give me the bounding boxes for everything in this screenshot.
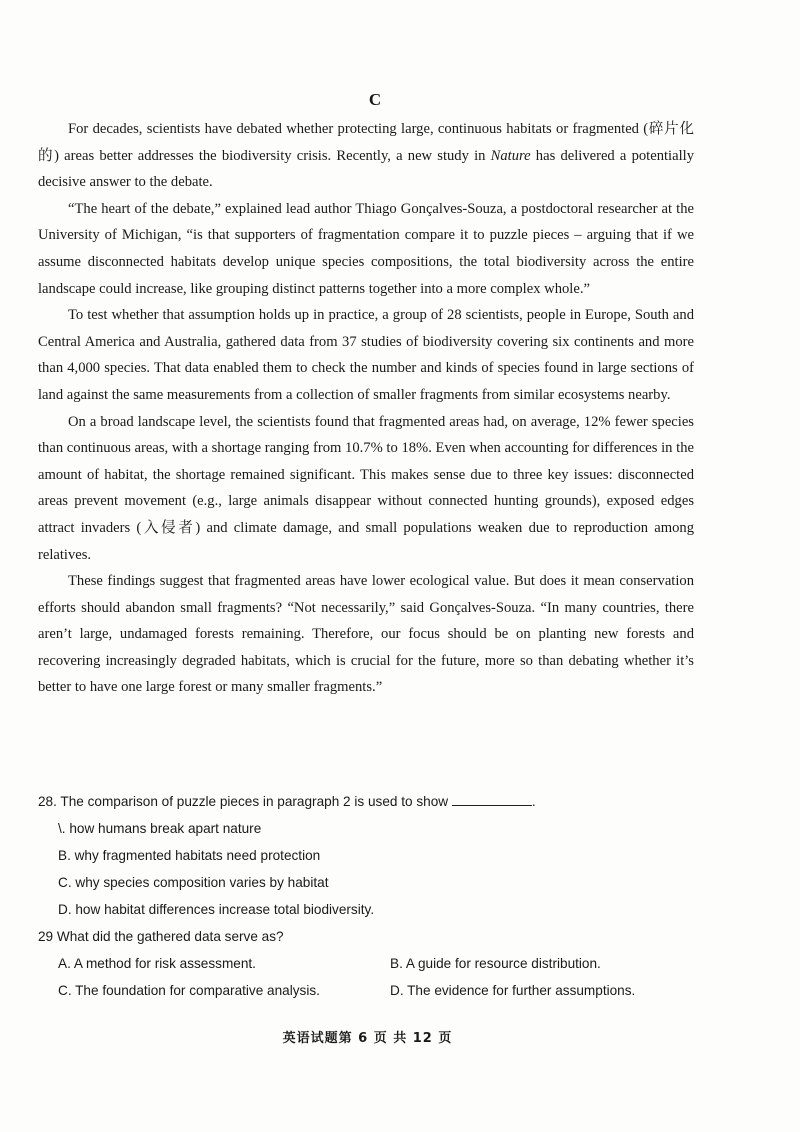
page-footer: 英语试题第 6 页 共 12 页 — [282, 1031, 453, 1046]
question-28-end: . — [531, 794, 536, 809]
section-title: C — [368, 90, 382, 109]
passage-paragraph-4: On a broad landscape level, the scientists found that fragmented areas had, on average, 12% fewer species than continuous areas, with a shortage ranging from 10.7% to 18%. Even when accounting for differences in the amount of habitat, the shortage remained significant. This makes sense due to three key issues: disconnected areas prevent movement (e.g., large animals disappear without connected hunting grounds), exposed edges attract invaders (入侵者) and climate damage, and small populations weaken due to reproduction among relatives. — [38, 413, 694, 563]
question-29-stem: 29 What did the gathered data serve as? — [38, 929, 284, 944]
question-29-option-d: D. The evidence for further assumptions. — [390, 983, 636, 998]
question-28-text: 28. The comparison of puzzle pieces in paragraph 2 is used to show — [38, 794, 449, 809]
question-29-options-row-1 — [38, 950, 698, 977]
paragraph-1-after: has delivered a potentially decisive answer to the debate. — [38, 147, 694, 191]
passage-paragraph-1 — [38, 116, 694, 196]
question-28-option-d: D. how habitat differences increase total biodiversity. — [58, 902, 375, 917]
passage-paragraph-3: To test whether that assumption holds up in practice, a group of 28 scientists, people in Europe, South and Central America and Australia, gathered data from 37 studies of biodiversity covering six continents and more than 4,000 species. That data enabled them to check the number and kinds of species found in large sections of land against the same measurements from a collection of smaller fragments from similar ecosystems nearby. — [38, 307, 694, 403]
answer-blank — [452, 791, 532, 806]
question-28-option-c: C. why species composition varies by habitat — [58, 875, 329, 890]
paragraph-1-before: For decades, scientists have debated whether protecting large, continuous habitats or fragmented (碎片化的) areas better addresses the biodiversity crisis. Recently, a new study in — [38, 121, 694, 164]
question-section — [38, 788, 698, 1004]
question-28-stem — [38, 788, 698, 815]
question-29-option-b: B. A guide for resource distribution. — [390, 956, 601, 971]
question-28-option-b: B. why fragmented habitats need protection — [58, 848, 321, 863]
question-28-option-a: \. how humans break apart nature — [58, 821, 262, 836]
question-29-options-row-2 — [38, 977, 698, 1004]
reading-passage — [38, 116, 694, 701]
passage-paragraph-5: These findings suggest that fragmented areas have lower ecological value. But does it mean conservation efforts should abandon small fragments? “Not necessarily,” said Gonçalves-Souza. “In many countries, there aren’t large, undamaged forests remaining. Therefore, our focus should be on planting new forests and recovering increasingly degraded habitats, which is crucial for the future, more so than debating whether it’s better to have one large forest or many smaller fragments.” — [38, 573, 694, 696]
question-29-option-a: A. A method for risk assessment. — [58, 956, 256, 971]
passage-paragraph-2: “The heart of the debate,” explained lead author Thiago Gonçalves-Souza, a postdoctoral researcher at the University of Michigan, “is that supporters of fragmentation compare it to puzzle pieces – arguing that if we assume disconnected habitats develop unique species compositions, the total biodiversity across the entire landscape could increase, like grouping distinct patterns together into a more complex whole.” — [38, 200, 694, 297]
question-29-option-c: C. The foundation for comparative analysis. — [58, 983, 320, 998]
journal-name: Nature — [490, 147, 531, 164]
